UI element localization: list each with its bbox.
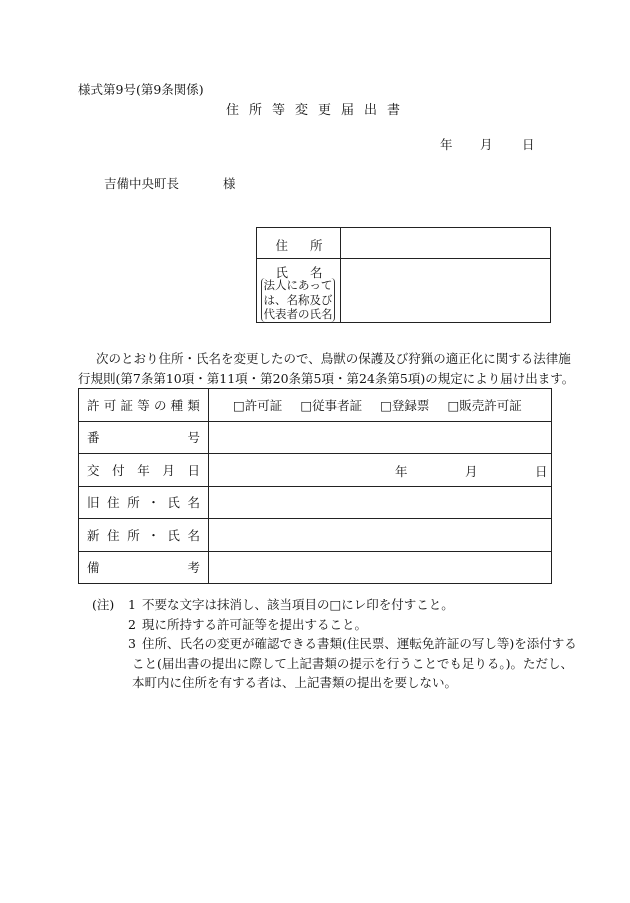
intro-line-2: 行規則(第7条第10項・第11項・第20条第5項・第24条第5項)の規定により届け出ます。 xyxy=(78,371,575,386)
issue-year-unit: 年 xyxy=(395,464,408,479)
label-char: 住 xyxy=(107,527,120,543)
label-char: ・ xyxy=(147,527,160,543)
address-label-char: 所 xyxy=(310,238,323,253)
applicant-divider xyxy=(257,258,550,259)
label-char: 種 xyxy=(170,397,184,413)
label-char: 交 xyxy=(87,462,100,478)
note-number: 2 xyxy=(128,616,136,632)
old-address-name-label xyxy=(79,486,209,519)
label-char: 住 xyxy=(107,495,120,511)
label-char: 証 xyxy=(120,397,133,413)
address-label-char: 住 xyxy=(275,238,288,253)
intro-text xyxy=(78,349,574,389)
note-number: 1 xyxy=(128,597,136,612)
label-char: 氏 xyxy=(167,527,180,543)
name-label-char: 氏 xyxy=(275,265,288,280)
table-row-issue-date xyxy=(79,454,552,487)
label-char: 所 xyxy=(127,527,140,543)
issue-date-field[interactable] xyxy=(209,454,552,487)
label-char: 氏 xyxy=(167,495,180,511)
license-type-options xyxy=(209,389,552,422)
label-char: 号 xyxy=(187,430,200,446)
corp-note-line: 代表者の氏名 xyxy=(263,307,333,321)
note-text: 現に所持する許可証等を提出すること。 xyxy=(142,616,368,632)
table-row-number xyxy=(79,421,552,454)
name-label-char: 名 xyxy=(310,265,323,280)
corp-note-line: は、名称及び xyxy=(263,292,333,307)
label-char: 月 xyxy=(162,462,175,478)
note-text: 住所、氏名の変更が確認できる書類(住民票、運転免許証の写し等)を添付する xyxy=(142,636,577,651)
note-item-3 xyxy=(92,634,577,654)
label-char: 旧 xyxy=(87,495,100,511)
checkbox-sales-permit[interactable]: □販売許可証 xyxy=(447,397,522,413)
issue-day-unit: 日 xyxy=(535,464,548,479)
table-row-remarks xyxy=(79,551,552,584)
addressee-name: 吉備中央町長 xyxy=(104,176,180,191)
label-char: 番 xyxy=(87,430,100,446)
change-details-table xyxy=(78,388,552,584)
notes-heading: (注) xyxy=(92,597,115,612)
intro-line-1: 次のとおり住所・氏名を変更したので、鳥獣の保護及び狩猟の適正化に関する法律施 xyxy=(96,351,571,366)
corp-note-line: 法人にあって xyxy=(263,278,333,292)
date-year: 年 xyxy=(440,137,453,152)
document-title: 住所等変更届出書 xyxy=(226,103,411,118)
old-address-name-field[interactable] xyxy=(209,486,552,519)
applicant-address-label xyxy=(257,236,341,254)
label-char: ・ xyxy=(147,495,160,511)
table-row-license-type xyxy=(79,389,552,422)
checkbox-permit[interactable]: □許可証 xyxy=(233,397,283,413)
date-day: 日 xyxy=(521,137,535,152)
note-item-1 xyxy=(92,595,577,615)
note-text: 不要な文字は抹消し、該当項目の□にレ印を付すこと。 xyxy=(142,597,454,612)
table-row-new-address xyxy=(79,519,552,552)
label-char: 付 xyxy=(112,462,125,478)
checkbox-worker-certificate[interactable]: □従事者証 xyxy=(300,397,363,413)
label-char: の xyxy=(153,397,167,413)
issue-month-unit: 月 xyxy=(465,464,478,479)
label-char: 名 xyxy=(187,527,200,543)
label-char: 許 xyxy=(87,397,100,413)
addressee-honorific: 様 xyxy=(223,176,236,191)
notes xyxy=(92,595,577,693)
note-item-2 xyxy=(92,615,577,635)
label-char: 名 xyxy=(187,495,200,511)
applicant-box xyxy=(256,227,551,323)
checkbox-registration[interactable]: □登録票 xyxy=(380,397,430,413)
table-row-old-address xyxy=(79,486,552,519)
note-item-3-cont-2: 本町内に住所を有する者は、上記書類の提出を要しない。 xyxy=(132,675,458,690)
issue-date-label xyxy=(79,454,209,487)
label-char: 類 xyxy=(187,397,200,413)
submission-date xyxy=(440,135,534,153)
corporation-note xyxy=(261,278,335,322)
label-char: 考 xyxy=(187,560,200,576)
number-label xyxy=(79,421,209,454)
label-char: 新 xyxy=(87,527,100,543)
remarks-label xyxy=(79,551,209,584)
license-type-label xyxy=(79,389,209,422)
new-address-name-field[interactable] xyxy=(209,519,552,552)
number-field[interactable] xyxy=(209,421,552,454)
form-number: 様式第9号(第9条関係) xyxy=(78,82,204,97)
date-month: 月 xyxy=(479,137,493,152)
addressee xyxy=(104,174,236,192)
note-number: 3 xyxy=(128,636,136,651)
new-address-name-label xyxy=(79,519,209,552)
label-char: 可 xyxy=(103,397,117,413)
label-char: 備 xyxy=(87,560,100,576)
label-char: 等 xyxy=(137,397,150,413)
note-item-3-cont-1: こと(届出書の提出に際して上記書類の提示を行うことでも足りる。)。ただし、 xyxy=(132,655,574,671)
label-char: 日 xyxy=(187,462,200,478)
label-char: 年 xyxy=(137,462,150,478)
label-char: 所 xyxy=(127,495,140,511)
remarks-field[interactable] xyxy=(209,551,552,584)
